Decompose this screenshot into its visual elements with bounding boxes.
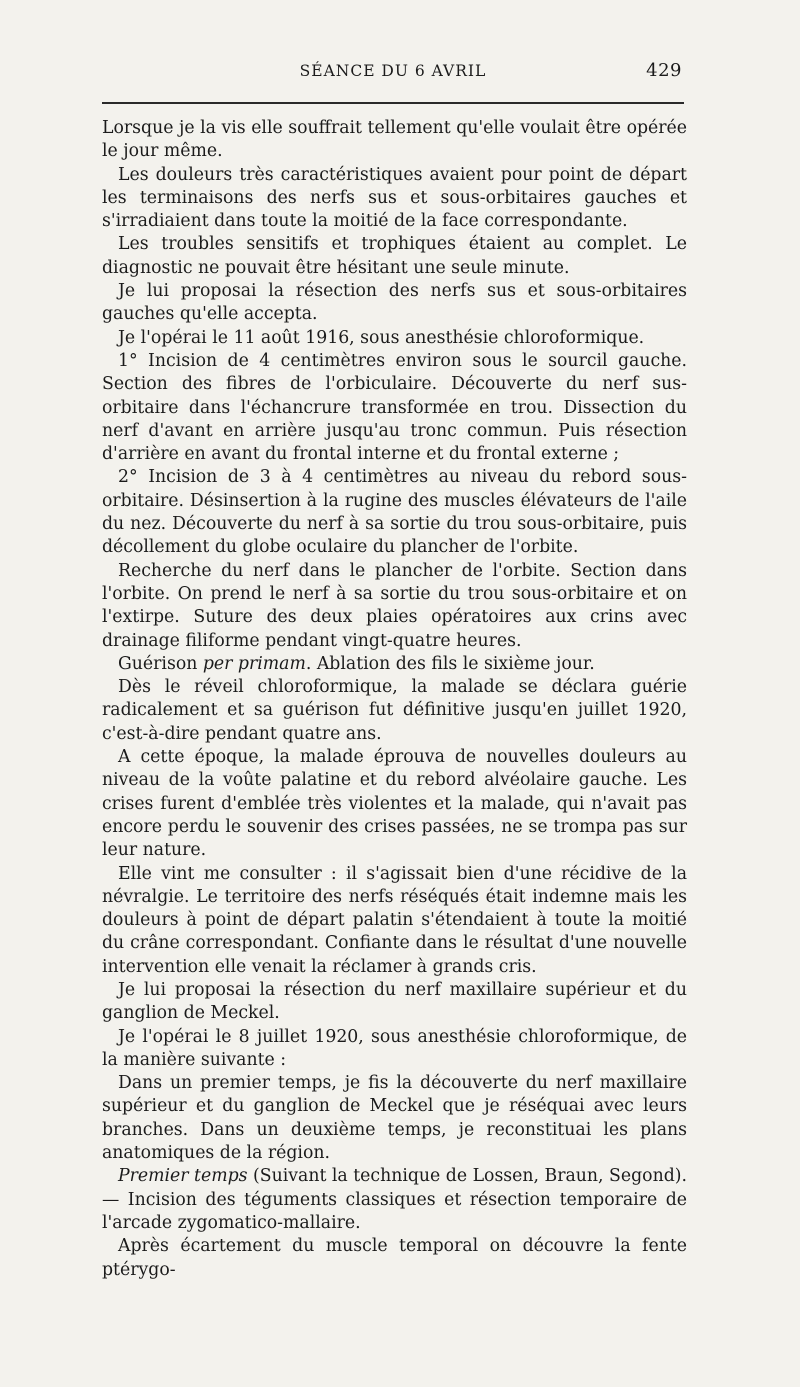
paragraph: 1° Incision de 4 centimètres environ sous le sourcil gauche. Section des fibres de l'orbiculaire. Découverte du nerf sus-orbitaire dans l'échancrure transformée en trou. Dissection du nerf d'avant en arrière jusqu'au tronc commun. Puis résection d'arrière en avant du frontal interne et du frontal externe ; bbox=[102, 350, 687, 465]
paragraph: Lorsque je la vis elle souffrait tellement qu'elle voulait être opérée le jour même. bbox=[102, 118, 687, 162]
running-title: SÉANCE DU 6 AVRIL bbox=[299, 62, 487, 80]
body-text bbox=[102, 117, 687, 1282]
paragraph bbox=[102, 1165, 687, 1235]
paragraph: Je lui proposai la résection des nerfs sus et sous-orbitaires gauches qu'elle accepta. bbox=[102, 281, 687, 325]
text-run: . Ablation des fils le sixième jour. bbox=[305, 653, 595, 674]
paragraph: Je lui proposai la résection du nerf maxillaire supérieur et du ganglion de Meckel. bbox=[102, 979, 687, 1024]
paragraph: A cette époque, la malade éprouva de nouvelles douleurs au niveau de la voûte palatine et du rebord alvéolaire gauche. Les crises furent d'emblée très violentes et la malade, qui n'avait pas encore perdu le souvenir des crises passées, ne se trompa pas sur leur nature. bbox=[102, 747, 687, 861]
paragraph: Les troubles sensitifs et trophiques étaient au complet. Le diagnostic ne pouvait être hésitant une seule minute. bbox=[102, 234, 687, 278]
paragraph: Les douleurs très caractéristiques avaient pour point de départ les terminaisons des nerfs sus et sous-orbitaires gauches et s'irradiaient dans toute la moitié de la face correspondante. bbox=[102, 164, 687, 232]
paragraph: Après écartement du muscle temporal on découvre la fente ptérygo- bbox=[102, 1236, 687, 1280]
running-head bbox=[102, 62, 684, 88]
italic-phrase: Premier temps bbox=[118, 1166, 248, 1187]
paragraph: Dès le réveil chloroformique, la malade se déclara guérie radicalement et sa guérison fut définitive jusqu'en juillet 1920, c'est-à-dire pendant quatre ans. bbox=[102, 677, 687, 744]
text-run: (Suivant la technique de Lossen, Braun, Segond). — Incision des téguments classiques et résection temporaire de l'arcade zygomatico-mallaire. bbox=[102, 1166, 688, 1233]
paragraph bbox=[102, 653, 687, 676]
header-rule bbox=[102, 102, 684, 104]
paragraph: Je l'opérai le 11 août 1916, sous anesthésie chloroformique. bbox=[118, 327, 645, 348]
paragraph: Dans un premier temps, je fis la découverte du nerf maxillaire supérieur et du ganglion de Meckel que je réséquai avec leurs branches. Dans un deuxième temps, je reconstituai les plans anatomiques de la région. bbox=[102, 1073, 687, 1164]
page-number: 429 bbox=[646, 60, 682, 81]
paragraph: Elle vint me consulter : il s'agissait bien d'une récidive de la névralgie. Le territoire des nerfs réséqués était indemne mais les douleurs à point de départ palatin s'étendaient à toute la moitié du crâne correspondant. Confiante dans le résultat d'une nouvelle intervention elle venait la réclamer à grands cris. bbox=[102, 863, 687, 977]
paragraph: Recherche du nerf dans le plancher de l'orbite. Section dans l'orbite. On prend le nerf à sa sortie du trou sous-orbitaire et on l'extirpe. Suture des deux plaies opératoires aux crins avec drainage filiforme pendant vingt-quatre heures. bbox=[102, 560, 687, 651]
text-run: Guérison bbox=[118, 653, 203, 674]
italic-phrase: per primam bbox=[202, 653, 306, 674]
paragraph: Je l'opérai le 8 juillet 1920, sous anesthésie chloroformique, de la manière suivante : bbox=[102, 1026, 687, 1070]
paragraph: 2° Incision de 3 à 4 centimètres au niveau du rebord sous-orbitaire. Désinsertion à la rugine des muscles élévateurs de l'aile du nez. Découverte du nerf à sa sortie du trou sous-orbitaire, puis décollement du globe oculaire du plancher de l'orbite. bbox=[102, 467, 687, 558]
